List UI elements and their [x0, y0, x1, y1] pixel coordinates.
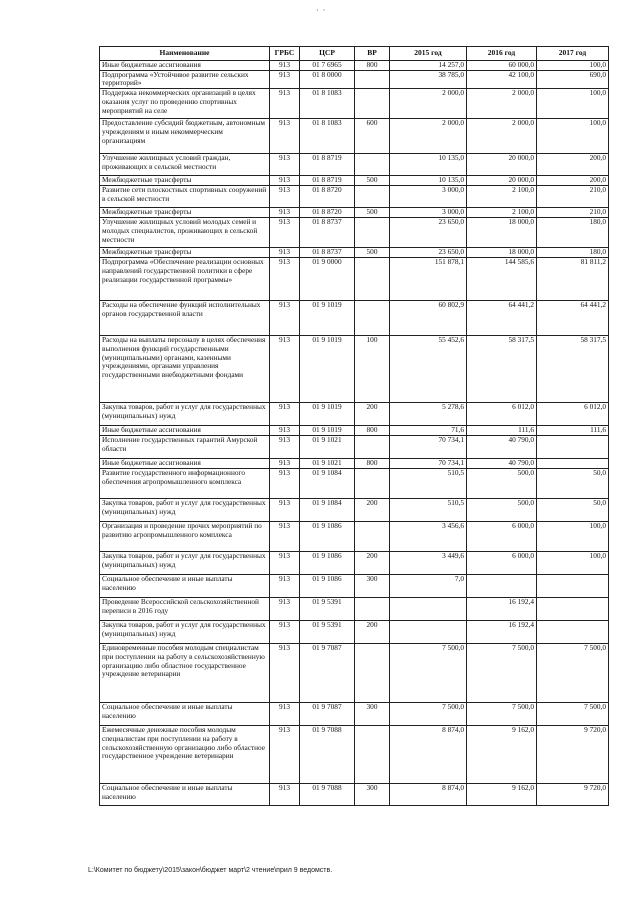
cell-grbs: 913 [270, 89, 300, 119]
cell-name: Социальное обеспечение и иные выплаты населению [100, 703, 270, 726]
cell-csr: 01 9 1019 [300, 336, 355, 403]
cell-name: Предоставление субсидий бюджетным, автономным учреждениям и иным некоммерческим организациям [100, 119, 270, 154]
table-row [100, 218, 609, 248]
cell-vr [355, 598, 390, 621]
cell-vr [355, 154, 390, 176]
header-2015: 2015 год [390, 47, 467, 61]
table-row [100, 426, 609, 436]
cell-name: Единовременные пособия молодым специалистам при поступлении на работу в сельскохозяйственную организацию либо областное государственное учреждение ветеринарии [100, 644, 270, 703]
table-row [100, 208, 609, 218]
cell-vr: 500 [355, 248, 390, 258]
cell-vr [355, 258, 390, 301]
cell-2016: 9 162,0 [467, 784, 537, 806]
cell-grbs: 913 [270, 336, 300, 403]
cell-csr: 01 9 7088 [300, 784, 355, 806]
cell-grbs: 913 [270, 703, 300, 726]
cell-csr: 01 9 5391 [300, 598, 355, 621]
table-row [100, 726, 609, 784]
cell-name: Проведение Всероссийской сельскохозяйственной переписи в 2016 году [100, 598, 270, 621]
cell-grbs: 913 [270, 522, 300, 552]
cell-grbs: 913 [270, 208, 300, 218]
cell-2017: 100,0 [537, 89, 609, 119]
cell-2016: 6 000,0 [467, 522, 537, 552]
cell-csr: 01 9 1086 [300, 552, 355, 575]
cell-csr: 01 9 1019 [300, 426, 355, 436]
cell-csr: 01 9 7087 [300, 703, 355, 726]
cell-2015: 3 000,0 [390, 208, 467, 218]
cell-2016: 64 441,2 [467, 301, 537, 336]
cell-name: Исполнение государственных гарантий Амурской области [100, 436, 270, 459]
table-row [100, 119, 609, 154]
cell-grbs: 913 [270, 499, 300, 522]
cell-2017: 64 441,2 [537, 301, 609, 336]
cell-grbs: 913 [270, 186, 300, 208]
cell-2017: 58 317,5 [537, 336, 609, 403]
cell-vr: 200 [355, 621, 390, 644]
cell-csr: 01 8 1083 [300, 89, 355, 119]
cell-2017 [537, 575, 609, 598]
cell-name: Иные бюджетные ассигнования [100, 459, 270, 469]
cell-vr: 300 [355, 784, 390, 806]
cell-grbs: 913 [270, 119, 300, 154]
table-row [100, 301, 609, 336]
cell-2017: 210,0 [537, 186, 609, 208]
cell-2015: 7 500,0 [390, 703, 467, 726]
cell-name: Социальное обеспечение и иные выплаты населению [100, 575, 270, 598]
cell-csr: 01 9 7088 [300, 726, 355, 784]
cell-2015: 5 278,6 [390, 403, 467, 426]
cell-grbs: 913 [270, 644, 300, 703]
cell-2017: 200,0 [537, 176, 609, 186]
cell-grbs: 913 [270, 575, 300, 598]
cell-vr [355, 469, 390, 499]
cell-2016: 6 000,0 [467, 552, 537, 575]
cell-vr [355, 726, 390, 784]
cell-2016: 7 500,0 [467, 644, 537, 703]
cell-2015: 3 456,6 [390, 522, 467, 552]
cell-vr: 800 [355, 459, 390, 469]
table-row [100, 598, 609, 621]
cell-csr: 01 9 0000 [300, 258, 355, 301]
cell-grbs: 913 [270, 552, 300, 575]
cell-grbs: 913 [270, 436, 300, 459]
cell-vr: 800 [355, 426, 390, 436]
cell-csr: 01 8 8737 [300, 218, 355, 248]
cell-name: Социальное обеспечение и иные выплаты населению [100, 784, 270, 806]
page-marker: · · [316, 6, 327, 15]
cell-csr: 01 8 0000 [300, 70, 355, 88]
table-row [100, 575, 609, 598]
cell-2015: 2 000,0 [390, 89, 467, 119]
cell-2017: 100,0 [537, 119, 609, 154]
cell-2017: 100,0 [537, 522, 609, 552]
cell-2016: 42 100,0 [467, 70, 537, 88]
cell-2017: 690,0 [537, 70, 609, 88]
cell-vr: 100 [355, 336, 390, 403]
cell-2016 [467, 575, 537, 598]
cell-vr [355, 436, 390, 459]
cell-2017: 9 720,0 [537, 726, 609, 784]
cell-2016: 20 000,0 [467, 154, 537, 176]
cell-name: Подпрограмма «Обеспечение реализации основных направлений государственной политики в сфере реализации государственной программы» [100, 258, 270, 301]
header-csr: ЦСР [300, 47, 355, 61]
cell-2016: 111,6 [467, 426, 537, 436]
cell-2017: 100,0 [537, 552, 609, 575]
cell-name: Межбюджетные трансферты [100, 248, 270, 258]
cell-name: Подпрограмма «Устойчивое развитие сельских территорий» [100, 70, 270, 88]
cell-2015: 151 878,1 [390, 258, 467, 301]
cell-name: Организация и проведение прочих мероприятий по развитию агропромышленного комплекса [100, 522, 270, 552]
table-row [100, 258, 609, 301]
cell-2015: 7 500,0 [390, 644, 467, 703]
cell-2015: 8 874,0 [390, 784, 467, 806]
table-row [100, 459, 609, 469]
cell-name: Иные бюджетные ассигнования [100, 426, 270, 436]
cell-2015: 70 734,1 [390, 459, 467, 469]
cell-2017: 81 811,2 [537, 258, 609, 301]
table-header [100, 47, 609, 61]
cell-2016: 58 317,5 [467, 336, 537, 403]
cell-name: Расходы на обеспечение функций исполнительных органов государственной власти [100, 301, 270, 336]
cell-2015: 3 449,6 [390, 552, 467, 575]
table-row [100, 248, 609, 258]
cell-2017: 180,0 [537, 218, 609, 248]
cell-grbs: 913 [270, 154, 300, 176]
cell-csr: 01 8 8719 [300, 154, 355, 176]
cell-csr: 01 7 6965 [300, 61, 355, 71]
table-row [100, 70, 609, 88]
cell-csr: 01 8 8737 [300, 248, 355, 258]
cell-2017: 200,0 [537, 154, 609, 176]
cell-2017: 50,0 [537, 469, 609, 499]
table-row [100, 644, 609, 703]
cell-grbs: 913 [270, 218, 300, 248]
cell-csr: 01 9 5391 [300, 621, 355, 644]
cell-2015: 70 734,1 [390, 436, 467, 459]
cell-2015: 510,5 [390, 499, 467, 522]
table-row [100, 784, 609, 806]
cell-csr: 01 9 1084 [300, 499, 355, 522]
cell-2016: 16 192,4 [467, 621, 537, 644]
table-row [100, 403, 609, 426]
cell-2016: 500,0 [467, 499, 537, 522]
cell-2017: 180,0 [537, 248, 609, 258]
cell-vr: 600 [355, 119, 390, 154]
cell-vr: 500 [355, 208, 390, 218]
cell-2016: 2 000,0 [467, 89, 537, 119]
cell-2017: 6 012,0 [537, 403, 609, 426]
table-row [100, 186, 609, 208]
header-name: Наименование [100, 47, 270, 61]
cell-grbs: 913 [270, 426, 300, 436]
cell-name: Межбюджетные трансферты [100, 208, 270, 218]
cell-2016: 20 000,0 [467, 176, 537, 186]
cell-2016: 6 012,0 [467, 403, 537, 426]
cell-vr [355, 301, 390, 336]
cell-vr: 200 [355, 552, 390, 575]
cell-2016: 2 000,0 [467, 119, 537, 154]
cell-name: Закупка товаров, работ и услуг для государственных (муниципальных) нужд [100, 499, 270, 522]
cell-vr [355, 644, 390, 703]
cell-vr [355, 186, 390, 208]
cell-grbs: 913 [270, 248, 300, 258]
cell-csr: 01 8 8720 [300, 186, 355, 208]
table-row [100, 621, 609, 644]
cell-name: Закупка товаров, работ и услуг для государственных (муниципальных) нужд [100, 552, 270, 575]
table-row [100, 469, 609, 499]
cell-csr: 01 9 1086 [300, 575, 355, 598]
cell-vr: 300 [355, 575, 390, 598]
cell-csr: 01 9 1086 [300, 522, 355, 552]
cell-2015: 55 452,6 [390, 336, 467, 403]
cell-name: Иные бюджетные ассигнования [100, 61, 270, 71]
cell-grbs: 913 [270, 403, 300, 426]
cell-grbs: 913 [270, 784, 300, 806]
cell-vr: 500 [355, 176, 390, 186]
cell-csr: 01 8 8719 [300, 176, 355, 186]
cell-2017: 9 720,0 [537, 784, 609, 806]
cell-2016: 18 000,0 [467, 248, 537, 258]
cell-2017: 7 500,0 [537, 644, 609, 703]
cell-name: Закупка товаров, работ и услуг для государственных (муниципальных) нужд [100, 621, 270, 644]
cell-2015: 3 000,0 [390, 186, 467, 208]
cell-2017: 100,0 [537, 61, 609, 71]
cell-csr: 01 9 1019 [300, 403, 355, 426]
cell-grbs: 913 [270, 70, 300, 88]
cell-grbs: 913 [270, 469, 300, 499]
cell-csr: 01 8 1083 [300, 119, 355, 154]
cell-csr: 01 9 1019 [300, 301, 355, 336]
cell-2017: 7 500,0 [537, 703, 609, 726]
cell-name: Закупка товаров, работ и услуг для государственных (муниципальных) нужд [100, 403, 270, 426]
table-row [100, 552, 609, 575]
cell-csr: 01 9 1021 [300, 459, 355, 469]
cell-2016: 2 100,0 [467, 186, 537, 208]
cell-grbs: 913 [270, 726, 300, 784]
cell-grbs: 913 [270, 459, 300, 469]
cell-name: Расходы на выплаты персоналу в целях обеспечения выполнения функций государственными (муниципальными) органами, казенными учреждениями, органами управления государственными внебюджетными фондами [100, 336, 270, 403]
cell-csr: 01 9 1021 [300, 436, 355, 459]
table-row [100, 176, 609, 186]
cell-vr [355, 218, 390, 248]
cell-2016: 9 162,0 [467, 726, 537, 784]
cell-2015: 23 650,0 [390, 248, 467, 258]
cell-2017: 210,0 [537, 208, 609, 218]
cell-vr [355, 70, 390, 88]
cell-2015: 23 650,0 [390, 218, 467, 248]
table-row [100, 703, 609, 726]
cell-name: Развитие сети плоскостных спортивных сооружений в сельской местности [100, 186, 270, 208]
cell-2017 [537, 621, 609, 644]
cell-2016: 40 790,0 [467, 459, 537, 469]
cell-2016: 7 500,0 [467, 703, 537, 726]
cell-vr [355, 522, 390, 552]
table-row [100, 336, 609, 403]
cell-2015 [390, 598, 467, 621]
cell-grbs: 913 [270, 61, 300, 71]
budget-table [99, 46, 609, 806]
cell-2015: 71,6 [390, 426, 467, 436]
cell-csr: 01 9 1084 [300, 469, 355, 499]
cell-csr: 01 9 7087 [300, 644, 355, 703]
cell-2017: 111,6 [537, 426, 609, 436]
cell-2015: 10 135,0 [390, 176, 467, 186]
cell-name: Межбюджетные трансферты [100, 176, 270, 186]
cell-2015: 38 785,0 [390, 70, 467, 88]
cell-2015: 10 135,0 [390, 154, 467, 176]
cell-vr: 200 [355, 403, 390, 426]
header-vr: ВР [355, 47, 390, 61]
cell-name: Ежемесячные денежные пособия молодым специалистам при поступлении на работу в сельскохозяйственную организацию либо областное государственное учреждение ветеринарии [100, 726, 270, 784]
cell-2016: 40 790,0 [467, 436, 537, 459]
cell-2015: 2 000,0 [390, 119, 467, 154]
cell-csr: 01 8 8720 [300, 208, 355, 218]
file-path-footer: L:\Комитет по бюджету\2015\закон\бюджет март\2 чтение\прил 9 ведомств. [88, 867, 333, 874]
cell-grbs: 913 [270, 176, 300, 186]
table-row [100, 89, 609, 119]
cell-vr: 800 [355, 61, 390, 71]
cell-2017 [537, 436, 609, 459]
cell-grbs: 913 [270, 598, 300, 621]
cell-2016: 500,0 [467, 469, 537, 499]
cell-name: Улучшение жилищных условий граждан, проживающих в сельской местности [100, 154, 270, 176]
cell-grbs: 913 [270, 621, 300, 644]
cell-2015: 60 802,9 [390, 301, 467, 336]
cell-2017 [537, 598, 609, 621]
table-row [100, 499, 609, 522]
cell-vr: 200 [355, 499, 390, 522]
header-2016: 2016 год [467, 47, 537, 61]
cell-grbs: 913 [270, 258, 300, 301]
cell-name: Поддержка некоммерческих организаций в целях оказания услуг по проведению спортивных мероприятий на селе [100, 89, 270, 119]
cell-2016: 144 585,6 [467, 258, 537, 301]
cell-2015: 14 257,0 [390, 61, 467, 71]
table-row [100, 61, 609, 71]
cell-grbs: 913 [270, 301, 300, 336]
header-grbs: ГРБС [270, 47, 300, 61]
cell-2015: 510,5 [390, 469, 467, 499]
cell-2016: 60 000,0 [467, 61, 537, 71]
cell-name: Развитие государственного информационного обеспечения агропромышленного комплекса [100, 469, 270, 499]
cell-2017 [537, 459, 609, 469]
cell-vr [355, 89, 390, 119]
cell-2015: 7,0 [390, 575, 467, 598]
cell-vr: 300 [355, 703, 390, 726]
header-2017: 2017 год [537, 47, 609, 61]
cell-2015: 8 874,0 [390, 726, 467, 784]
cell-2017: 50,0 [537, 499, 609, 522]
cell-2016: 18 000,0 [467, 218, 537, 248]
cell-2015 [390, 621, 467, 644]
cell-2016: 2 100,0 [467, 208, 537, 218]
table-row [100, 154, 609, 176]
table-row [100, 436, 609, 459]
cell-name: Улучшение жилищных условий молодых семей и молодых специалистов, проживающих в сельской местности [100, 218, 270, 248]
table-row [100, 522, 609, 552]
cell-2016: 16 192,4 [467, 598, 537, 621]
